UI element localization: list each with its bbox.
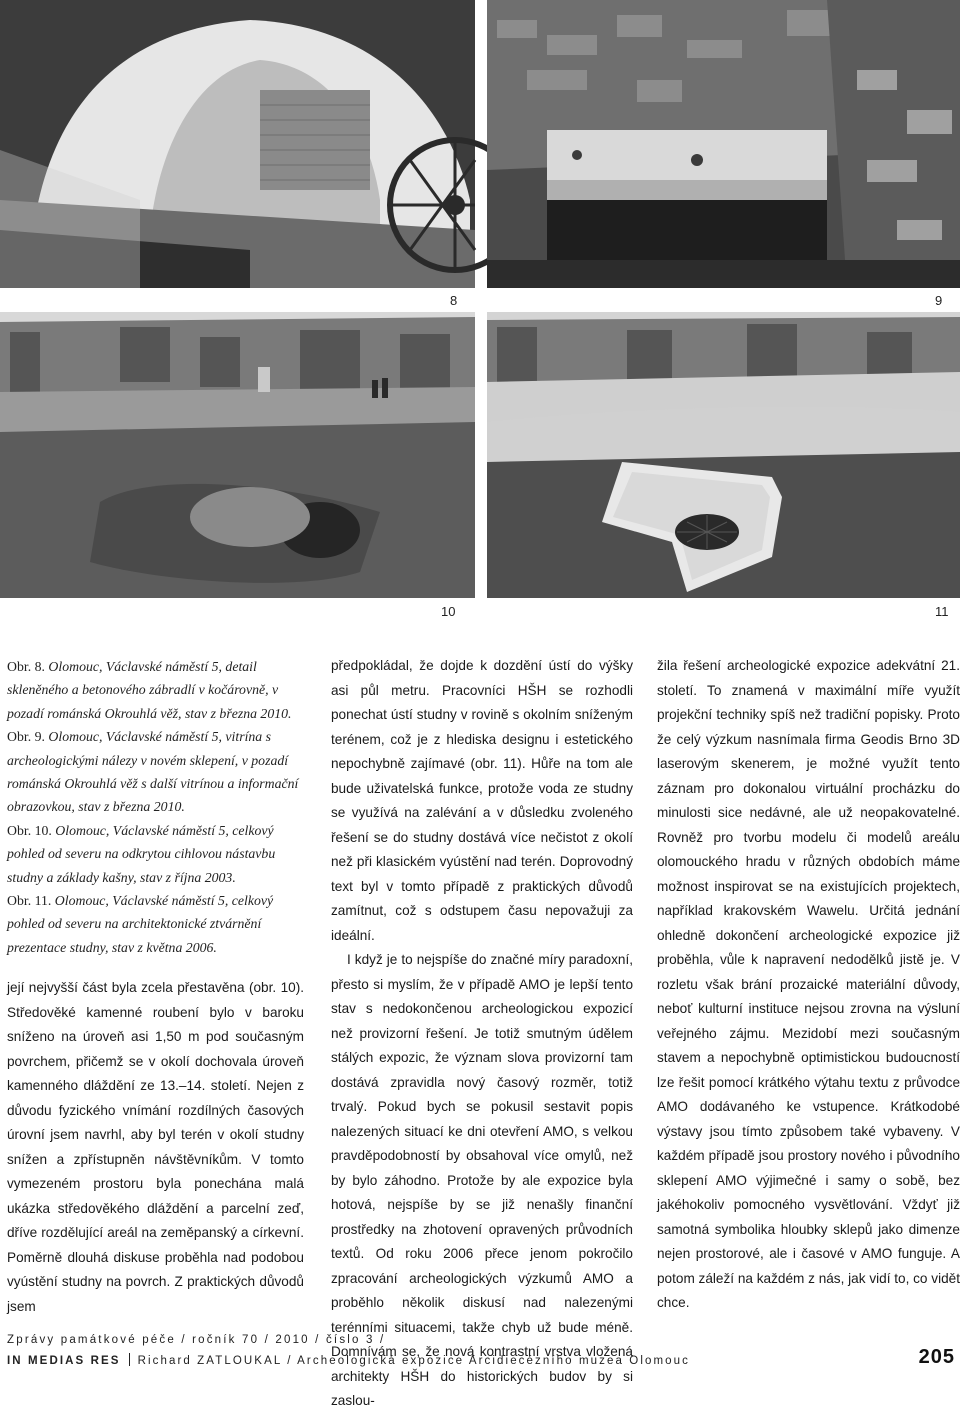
figure-9-photo bbox=[487, 0, 960, 288]
text-column-3 bbox=[657, 654, 960, 1316]
figure-11-image bbox=[487, 312, 960, 598]
column-2-paragraph-2: I když je to nejspíše do značné míry paradoxní, přesto si myslím, že v případě AMO je lepší tento stav s nedokončenou archeologickou expozicí než provizorní řešení. Je totiž smutným údělem stálých expozic, že význam slova provizorní tam dostává zpravidla nový časový rozměr, totiž trvalý. Pokud bych se pokusil sestavit popis nalezených situací ke dni otevření AMO, s velkou pravděpodobností by obsahoval více omylů, než by bylo záhodno. Protože by ale expozice byla hotová, nejspíše by se již nenašly finanční prostředky na zhotovení opravených průvodních textů. Od roku 2006 přece jenom pokročilo zpracování archeologických výzkumů AMO a proběhlo několik diskusí nad nalezenými terénními situacemi, takže chyb už bude méně. Domnívám se, že nová kontrastní vrstva vložená architekty HŠH do historických budov by si zaslou- bbox=[331, 952, 633, 1408]
caption-8: Obr. 8. Olomouc, Václavské náměstí 5, detail skleněného a betonového zábradlí v kočárovně, v pozadí románská Okrouhlá věž, stav z března 2010. bbox=[7, 659, 292, 721]
page-number: 205 bbox=[918, 1346, 955, 1368]
running-footer bbox=[7, 1353, 690, 1367]
figure-9-image bbox=[487, 0, 960, 288]
text-column-2 bbox=[331, 654, 633, 1414]
section-label: IN MEDIAS RES bbox=[7, 1355, 121, 1367]
figure-8-number: 8 bbox=[450, 293, 458, 308]
column-2-paragraph-1: předpokládal, že dojde k dozdění ústí do výšky asi půl metru. Pracovníci HŠH se rozhodli ponechat ústí studny v rovině s okolním sníženým terénem, což je z hlediska designu i estetického nepochybně zajímavé (obr. 11). Hůře na tom ale bude uživatelská funkce, protože voda ze studny se využívá na zalévání a v důsledku zvoleného řešení se do studny dostává více nečistot z okolí než při klasickém vyústění nad terén. Doprovodný text byl v tomto případě z praktických důvodů zamítnut, což s odstupem času nepovažuji za ideální. bbox=[331, 658, 633, 943]
caption-10: Obr. 10. Olomouc, Václavské náměstí 5, celkový pohled od severu na odkrytou cihlovou nástavbu studny a základy kašny, stav z října 2003. bbox=[7, 822, 276, 885]
footer-separator bbox=[129, 1353, 130, 1366]
figure-captions bbox=[7, 655, 309, 959]
figure-10-image bbox=[0, 312, 475, 598]
journal-line: Zprávy památkové péče / ročník 70 / 2010 / číslo 3 / bbox=[7, 1334, 386, 1346]
figure-9-number: 9 bbox=[935, 293, 943, 308]
figure-8-image bbox=[0, 0, 475, 288]
text-column-1 bbox=[7, 976, 304, 1319]
figure-11-photo bbox=[487, 312, 960, 598]
column-3-paragraph-1: žila řešení archeologické expozice adekvátní 21. století. To znamená v maximální míře využít projekční techniky spíš než tradiční popisky. Proto že celý výzkum nasnímala firma Geodis Brno 3D laserovým skenerem, je možné využít tento záznam pro dokonalou virtuální procházku do minulosti sice nedávné, ale už neopakovatelné. Rovněž pro tvorbu modelu či modelů areálu olomouckého hradu v různých obdobích máme možnost inspirovat se na existujících projektech, například krakovském Wawelu. Určitá jednání ohledně dokončení archeologické expozice již proběhla, vůle k napravení nedodělků jistě je. V rozletu však brání prozaické materiální důvody, neboť kulturní instituce nejsou zrovna na výsluní veřejného zájmu. Mezidobí mezi současným stavem a nepochybně optimistickou budoucností lze řešit pomocí krátkého výtahu textu z průvodce AMO dodávaného ke vstupence. Krátkodobé výstavy jsou tímto způsobem také vybaveny. V každém případě jsou prostory nového i původního sklepení AMO výjimečné i samy o sobě, bez jakéhokoliv pomocného vysvětlování. Vždyť již samotná symbolika hloubky sklepů jako dimenze nejen prostorové, ale i časové v AMO funguje. A potom záleží na každém z nás, jak vidí to, co vidět chce. bbox=[657, 658, 960, 1310]
figure-8-photo bbox=[0, 0, 475, 288]
figure-10-number: 10 bbox=[441, 604, 456, 619]
figure-11-number: 11 bbox=[935, 604, 949, 619]
author-line: Richard ZATLOUKAL / Archeologická expozice Arcidiecézního muzea Olomouc bbox=[137, 1355, 690, 1367]
column-1-paragraph-1: její nejvyšší část byla zcela přestavěna (obr. 10). Středověké kamenné roubení bylo v baroku sníženo na úroveň asi 1,50 m pod současným povrchem, přičemž se v okolí dochovala úroveň kamenného dláždění ze 13.–14. století. Nejen z důvodu fyzického vnímání rozdílných časových úrovní jsem navrhl, aby byl terén v okolí studny snížen a zpřístupněn návštěvníkům. V tomto vymezeném prostoru byla ponechána malá ukázka středověkého dláždění a parcelní zeď, dříve rozdělující areál na zeměpanský a církevní. Poměrně dlouhá diskuse proběhla nad podobou vyústění studny na povrch. Z praktických důvodů jsem bbox=[7, 980, 304, 1314]
caption-11: Obr. 11. Olomouc, Václavské náměstí 5, celkový pohled od severu na architektonické ztvárnění prezentace studny, stav z května 2006. bbox=[7, 893, 274, 955]
caption-9: Obr. 9. Olomouc, Václavské náměstí 5, vitrína s archeologickými nálezy v novém sklepení, v pozadí románská Okrouhlá věž s další vitrínou a informační obrazovkou, stav z března 2010. bbox=[7, 729, 299, 815]
figure-10-photo bbox=[0, 312, 475, 598]
